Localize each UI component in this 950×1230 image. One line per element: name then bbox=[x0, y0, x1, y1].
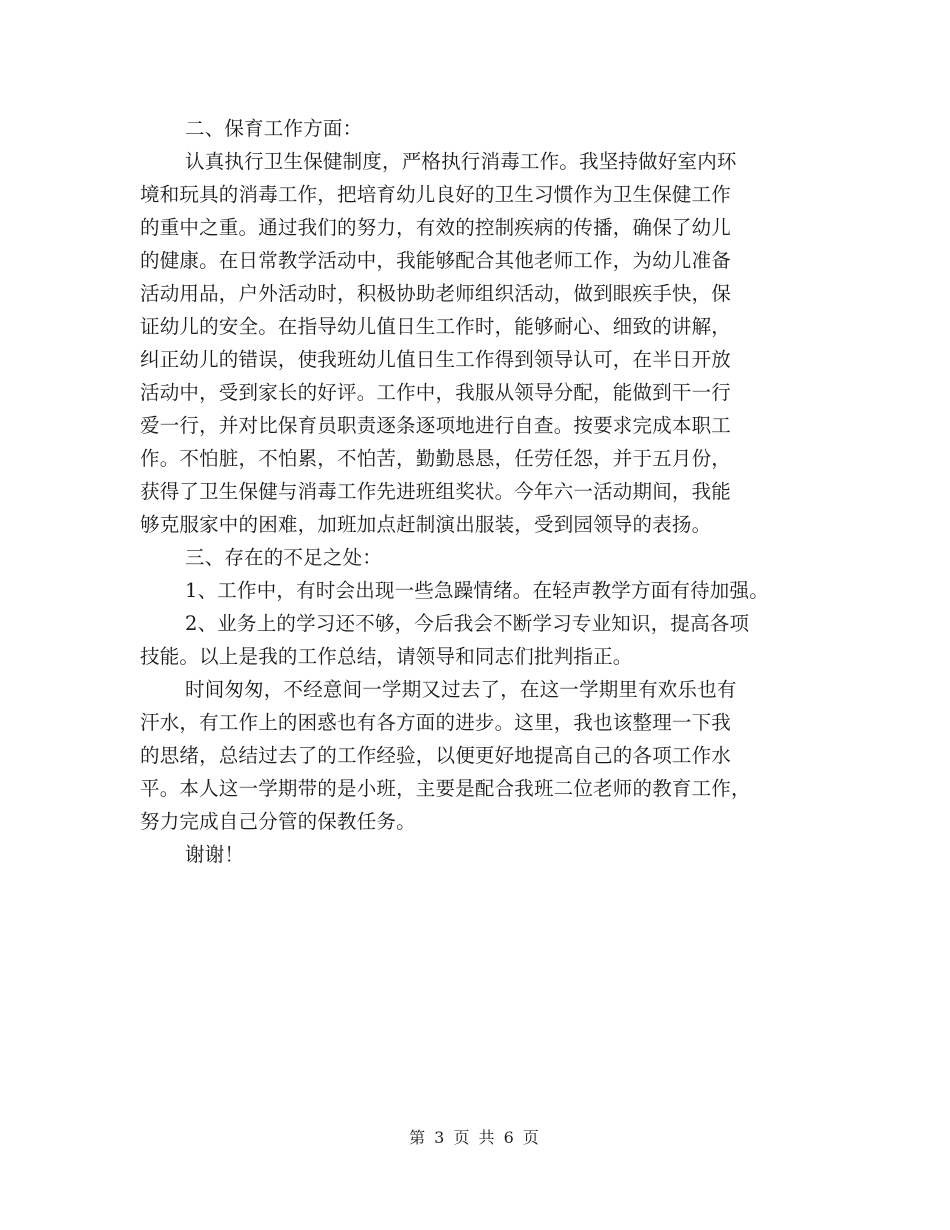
paragraph-line: 证幼儿的安全。在指导幼儿值日生工作时，能够耐心、细致的讲解， bbox=[140, 315, 732, 338]
paragraph-line: 努力完成自己分管的保教任务。 bbox=[140, 810, 416, 833]
paragraph-line: 的思绪，总结过去了的工作经验，以便更好地提高自己的各项工作水 bbox=[140, 744, 732, 767]
list-item: 2、业务上的学习还不够，今后我会不断学习专业知识，提高各项 bbox=[185, 612, 750, 635]
paragraph-line: 平。本人这一学期带的是小班，主要是配合我班二位老师的教育工作， bbox=[140, 777, 751, 800]
paragraph-line: 作。不怕脏，不怕累，不怕苦，勤勤恳恳，任劳任怨，并于五月份， bbox=[140, 447, 732, 470]
paragraph-line: 的健康。在日常教学活动中，我能够配合其他老师工作，为幼儿准备 bbox=[140, 249, 732, 272]
paragraph-line: 活动用品，户外活动时，积极协助老师组织活动，做到眼疾手快，保 bbox=[140, 282, 732, 305]
paragraph-line: 纠正幼儿的错误，使我班幼儿值日生工作得到领导认可，在半日开放 bbox=[140, 348, 732, 371]
section-heading-shortcomings: 三、存在的不足之处： bbox=[185, 546, 383, 569]
paragraph-line: 时间匆匆，不经意间一学期又过去了，在这一学期里有欢乐也有 bbox=[185, 678, 737, 701]
closing-thanks: 谢谢！ bbox=[185, 843, 245, 866]
paragraph-line: 认真执行卫生保健制度，严格执行消毒工作。我坚持做好室内环 bbox=[185, 150, 737, 173]
page-number-footer: 第 3 页 共 6 页 bbox=[409, 1128, 541, 1147]
document-body bbox=[140, 112, 820, 871]
paragraph-line: 获得了卫生保健与消毒工作先进班组奖状。今年六一活动期间，我能 bbox=[140, 480, 732, 503]
paragraph-line: 汗水，有工作上的困惑也有各方面的进步。这里，我也该整理一下我 bbox=[140, 711, 732, 734]
paragraph-line: 爱一行，并对比保育员职责逐条逐项地进行自查。按要求完成本职工 bbox=[140, 414, 732, 437]
paragraph-line: 活动中，受到家长的好评。工作中，我服从领导分配，能做到干一行 bbox=[140, 381, 732, 404]
section-heading-childcare: 二、保育工作方面： bbox=[185, 117, 363, 140]
paragraph-line: 的重中之重。通过我们的努力，有效的控制疾病的传播，确保了幼儿 bbox=[140, 216, 732, 239]
paragraph-line: 境和玩具的消毒工作，把培育幼儿良好的卫生习惯作为卫生保健工作 bbox=[140, 183, 732, 206]
paragraph-line: 技能。以上是我的工作总结，请领导和同志们批判指正。 bbox=[140, 645, 633, 668]
list-item: 1、工作中，有时会出现一些急躁情绪。在轻声教学方面有待加强。 bbox=[185, 579, 769, 602]
paragraph-line: 够克服家中的困难，加班加点赶制演出服装，受到园领导的表扬。 bbox=[140, 513, 712, 536]
